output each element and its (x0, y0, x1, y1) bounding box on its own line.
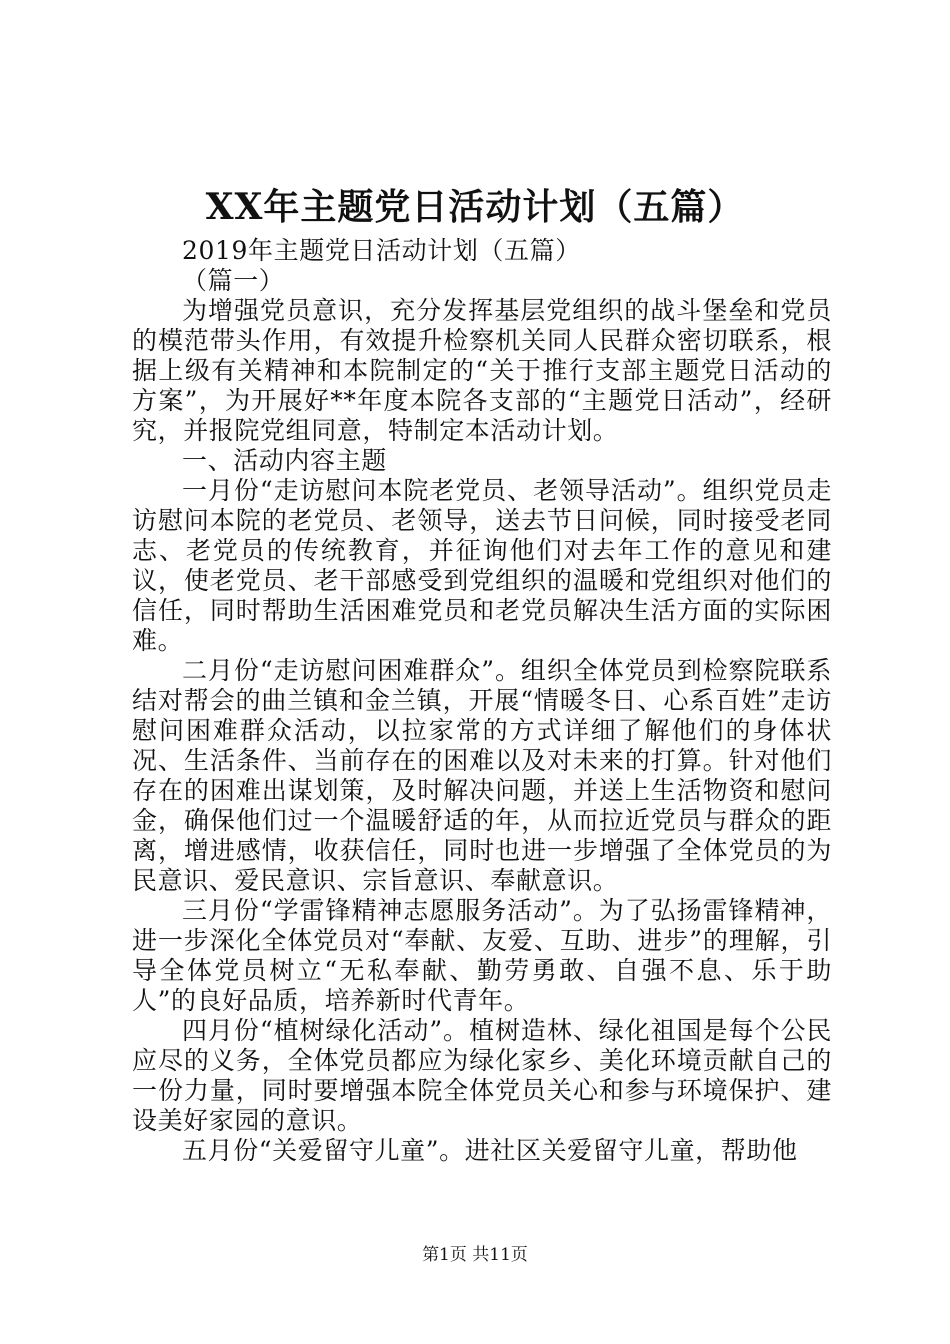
body-paragraph: 三月份“学雷锋精神志愿服务活动”。为了弘扬雷锋精神，进一步深化全体党员对“奉献、友爱、互助、进步”的理解，引导全体党员树立“无私奉献、勤劳勇敢、自强不息、乐于助人”的良好品质，培养新时代青年。 (132, 896, 832, 1015)
section-heading: 一、活动内容主题 (182, 446, 387, 475)
body-paragraph: 五月份“关爱留守儿童”。进社区关爱留守儿童，帮助他 (182, 1136, 798, 1165)
document-body (132, 236, 832, 1166)
body-paragraph: 四月份“植树绿化活动”。植树造林、绿化祖国是每个公民应尽的义务，全体党员都应为绿化家乡、美化环境贡献自己的一份力量，同时要增强本院全体党员关心和参与环境保护、建设美好家园的意识。 (132, 1016, 832, 1135)
document-title: XX年主题党日活动计划（五篇） (205, 186, 745, 228)
subtitle-paragraph: 2019年主题党日活动计划（五篇） (182, 236, 581, 265)
body-paragraph: 一月份“走访慰问本院老党员、老领导活动”。组织党员走访慰问本院的老党员、老领导，送去节日问候，同时接受老同志、老党员的传统教育，并征询他们对去年工作的意见和建议，使老党员、老干部感受到党组织的温暖和党组织对他们的信任，同时帮助生活困难党员和老党员解决生活方面的实际困难。 (132, 476, 832, 655)
body-paragraph: 为增强党员意识，充分发挥基层党组织的战斗堡垒和党员的模范带头作用，有效提升检察机关同人民群众密切联系，根据上级有关精神和本院制定的“关于推行支部主题党日活动的方案”，为开展好**年度本院各支部的“主题党日活动”，经研究，并报院党组同意，特制定本活动计划。 (132, 296, 832, 445)
page-footer: 第1页 共11页 (422, 1245, 528, 1265)
body-paragraph: 二月份“走访慰问困难群众”。组织全体党员到检察院联系结对帮会的曲兰镇和金兰镇，开展“情暖冬日、心系百姓”走访慰问困难群众活动，以拉家常的方式详细了解他们的身体状况、生活条件、当前存在的困难以及对未来的打算。针对他们存在的困难出谋划策，及时解决问题，并送上生活物资和慰问金，确保他们过一个温暖舒适的年，从而拉近党员与群众的距离，增进感情，收获信任，同时也进一步增强了全体党员的为民意识、爱民意识、宗旨意识、奉献意识。 (132, 656, 832, 895)
section-label: （篇一） (182, 266, 285, 295)
